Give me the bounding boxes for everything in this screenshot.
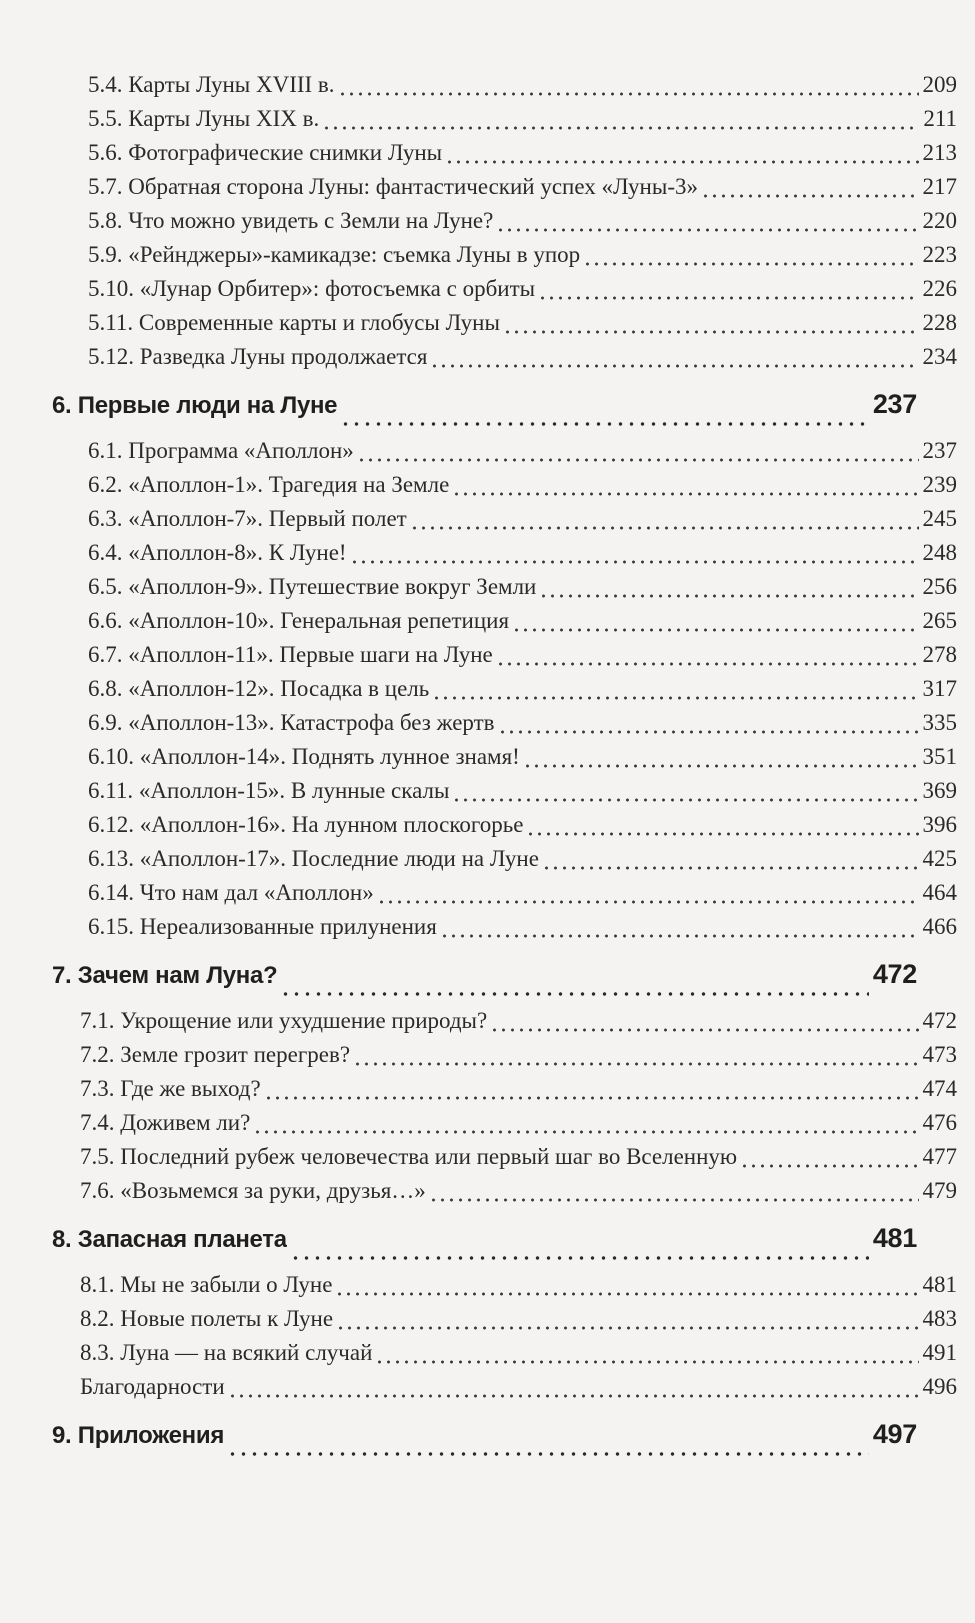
toc-entry-page: 234	[922, 344, 957, 369]
toc-entry-page: 476	[922, 1110, 957, 1135]
toc-entry	[88, 340, 957, 374]
toc-entry-page: 211	[923, 106, 957, 131]
toc-entry-title: 5.9. «Рейнджеры»-камикадзе: съемка Луны в упор	[88, 242, 581, 267]
dot-leader	[280, 976, 868, 996]
toc-entry-page: 217	[922, 174, 957, 199]
toc-entry	[80, 1038, 957, 1072]
toc-entry	[88, 68, 957, 102]
dot-leader	[350, 544, 919, 564]
toc-entry	[80, 1072, 957, 1106]
dot-leader	[336, 1310, 918, 1330]
dot-leader	[539, 578, 918, 598]
toc-entry-title: 7.3. Где же выход?	[80, 1076, 261, 1101]
toc-entry	[88, 808, 957, 842]
dot-leader	[512, 612, 918, 632]
toc-group-5	[0, 68, 975, 374]
toc-entry	[88, 306, 957, 340]
toc-group-7	[0, 944, 975, 1208]
dot-leader	[583, 246, 918, 266]
toc-entry-title: 7.5. Последний рубеж человечества или первый шаг во Вселенную	[80, 1144, 738, 1169]
toc-entry-title: 6.13. «Аполлон-17». Последние люди на Луне	[88, 846, 539, 871]
dot-leader	[290, 1240, 869, 1260]
toc-entry-title: 6.5. «Аполлон-9». Путешествие вокруг Земли	[88, 574, 537, 599]
dot-leader	[357, 442, 919, 462]
toc-entry	[88, 136, 957, 170]
toc-entry	[88, 238, 957, 272]
toc-entry-title: 6.7. «Аполлон-11». Первые шаги на Луне	[88, 642, 493, 667]
toc-entry-page: 213	[922, 140, 957, 165]
toc-entry-title: 8.3. Луна — на всякий случай	[80, 1340, 373, 1365]
toc-entry-page: 474	[922, 1076, 957, 1101]
toc-entry-page: 226	[922, 276, 957, 301]
toc-entry-title: 5.11. Современные карты и глобусы Луны	[88, 310, 500, 335]
dot-leader	[445, 144, 918, 164]
toc-entry-page: 265	[922, 608, 957, 633]
toc-entry-title: 6.3. «Аполлон-7». Первый полет	[88, 506, 407, 531]
toc-entry-title: 6.6. «Аполлон-10». Генеральная репетиция	[88, 608, 510, 633]
toc-entry-page: 472	[922, 1008, 957, 1033]
toc-group-6	[0, 374, 975, 944]
toc-entry-page: 491	[922, 1340, 957, 1365]
toc-entry-page: 256	[922, 574, 957, 599]
toc-entry-page: 220	[922, 208, 957, 233]
toc-group-9	[0, 1404, 975, 1464]
toc-entry	[88, 740, 957, 774]
dot-leader	[490, 1012, 918, 1032]
toc-entry-title: 5.5. Карты Луны XIX в.	[88, 106, 320, 131]
dot-leader	[523, 748, 919, 768]
toc-entry	[80, 1336, 957, 1370]
toc-entry	[88, 272, 957, 306]
toc-entry-title: Благодарности	[80, 1374, 225, 1399]
toc-entry-page: 496	[922, 1374, 957, 1399]
toc-entry	[88, 672, 957, 706]
toc-entry	[80, 1004, 957, 1038]
toc-entry-page: 396	[922, 812, 957, 837]
dot-leader	[253, 1114, 918, 1134]
toc-entry	[88, 502, 957, 536]
toc-entry	[88, 204, 957, 238]
dot-leader	[227, 1436, 869, 1456]
toc-entry-title: 7.2. Земле грозит перегрев?	[80, 1042, 351, 1067]
toc-chapter-page: 497	[872, 1419, 917, 1449]
toc-entry-title: 5.7. Обратная сторона Луны: фантастический успех «Луны-3»	[88, 174, 698, 199]
dot-leader	[322, 110, 919, 130]
toc-entry-title: 8.2. Новые полеты к Луне	[80, 1306, 334, 1331]
toc-entry-title: 5.4. Карты Луны XVIII в.	[88, 72, 335, 97]
toc-entry-title: 6.9. «Аполлон-13». Катастрофа без жертв	[88, 710, 495, 735]
toc-entry-title: 8.1. Мы не забыли о Луне	[80, 1272, 333, 1297]
dot-leader	[503, 314, 919, 334]
toc-entry-title: 6.12. «Аполлон-16». На лунном плоскогорье	[88, 812, 524, 837]
dot-leader	[340, 406, 869, 426]
toc-entry-title: 6.4. «Аполлон-8». К Луне!	[88, 540, 347, 565]
dot-leader	[377, 884, 919, 904]
toc-entry-title: 7.4. Доживем ли?	[80, 1110, 251, 1135]
toc-entry	[88, 910, 957, 944]
dot-leader	[338, 76, 919, 96]
toc-entry-page: 481	[922, 1272, 957, 1297]
toc-entry	[88, 638, 957, 672]
toc-entry	[80, 1174, 957, 1208]
toc-entry	[88, 570, 957, 604]
dot-leader	[410, 510, 919, 530]
toc-chapter-page: 472	[872, 959, 917, 989]
toc-entry-page: 477	[922, 1144, 957, 1169]
toc-entry-title: 6.15. Нереализованные прилунения	[88, 914, 437, 939]
toc-entry	[88, 774, 957, 808]
dot-leader	[440, 918, 919, 938]
dot-leader	[452, 476, 918, 496]
toc-entry	[88, 434, 957, 468]
toc-entry-page: 479	[922, 1178, 957, 1203]
toc-entry-page: 317	[922, 676, 957, 701]
dot-leader	[432, 680, 918, 700]
toc-entry	[80, 1268, 957, 1302]
dot-leader	[496, 212, 918, 232]
dot-leader	[496, 646, 919, 666]
toc-chapter-page: 237	[872, 389, 917, 419]
toc-entry-page: 278	[922, 642, 957, 667]
toc-entry-title: 7.6. «Возьмемся за руки, друзья…»	[80, 1178, 426, 1203]
dot-leader	[228, 1378, 919, 1398]
toc-entry-page: 335	[922, 710, 957, 735]
toc-entry-page: 237	[922, 438, 957, 463]
toc-chapter-heading	[52, 374, 917, 434]
dot-leader	[335, 1276, 918, 1296]
toc-entry-title: 5.8. Что можно увидеть с Земли на Луне?	[88, 208, 494, 233]
toc-entry-page: 466	[922, 914, 957, 939]
toc-entry-page: 239	[922, 472, 957, 497]
toc-entry-page: 351	[922, 744, 957, 769]
toc-chapter-title: 8. Запасная планета	[52, 1226, 287, 1253]
dot-leader	[264, 1080, 919, 1100]
toc-entry-title: 6.14. Что нам дал «Аполлон»	[88, 880, 374, 905]
toc-entry-title: 6.8. «Аполлон-12». Посадка в цель	[88, 676, 430, 701]
toc-entry-page: 473	[922, 1042, 957, 1067]
toc-entry	[88, 468, 957, 502]
toc-chapter-title: 7. Зачем нам Луна?	[52, 962, 278, 989]
dot-leader	[375, 1344, 918, 1364]
toc-chapter-page: 481	[872, 1223, 917, 1253]
toc-entry-title: 6.1. Программа «Аполлон»	[88, 438, 354, 463]
toc-chapter-title: 6. Первые люди на Луне	[52, 392, 338, 419]
dot-leader	[498, 714, 919, 734]
toc-entry-title: 5.10. «Лунар Орбитер»: фотосъемка с орбиты	[88, 276, 536, 301]
toc-entry	[88, 170, 957, 204]
toc-entry	[80, 1140, 957, 1174]
dot-leader	[353, 1046, 918, 1066]
toc-chapter-heading	[52, 1208, 917, 1268]
toc-entry-title: 6.2. «Аполлон-1». Трагедия на Земле	[88, 472, 450, 497]
toc-chapter-heading	[52, 1404, 917, 1464]
toc-entry-title: 5.6. Фотографические снимки Луны	[88, 140, 443, 165]
toc-entry-page: 464	[922, 880, 957, 905]
toc-entry	[88, 102, 957, 136]
dot-leader	[429, 1182, 919, 1202]
toc-entry-title: 6.10. «Аполлон-14». Поднять лунное знамя!	[88, 744, 520, 769]
toc-entry-page: 248	[922, 540, 957, 565]
toc-entry-page: 223	[922, 242, 957, 267]
dot-leader	[701, 178, 919, 198]
toc-group-8	[0, 1208, 975, 1404]
toc-entry-page: 209	[922, 72, 957, 97]
toc-entry-title: 6.11. «Аполлон-15». В лунные скалы	[88, 778, 450, 803]
toc-entry	[88, 536, 957, 570]
toc-entry-page: 483	[922, 1306, 957, 1331]
toc-entry	[88, 876, 957, 910]
toc-entry	[80, 1302, 957, 1336]
toc-entry-title: 5.12. Разведка Луны продолжается	[88, 344, 428, 369]
toc-entry	[88, 706, 957, 740]
toc-chapter-title: 9. Приложения	[52, 1422, 225, 1449]
dot-leader	[538, 280, 918, 300]
dot-leader	[526, 816, 918, 836]
toc-entry-page: 425	[922, 846, 957, 871]
toc-entry	[88, 604, 957, 638]
toc-entry-title: 7.1. Укрощение или ухудшение природы?	[80, 1008, 488, 1033]
toc-entry-page: 245	[922, 506, 957, 531]
dot-leader	[430, 348, 918, 368]
toc-entry-page: 228	[922, 310, 957, 335]
dot-leader	[542, 850, 919, 870]
toc-entry	[80, 1370, 957, 1404]
dot-leader	[740, 1148, 918, 1168]
toc-entry	[80, 1106, 957, 1140]
toc-chapter-heading	[52, 944, 917, 1004]
dot-leader	[452, 782, 918, 802]
toc-entry-page: 369	[922, 778, 957, 803]
toc-entry	[88, 842, 957, 876]
